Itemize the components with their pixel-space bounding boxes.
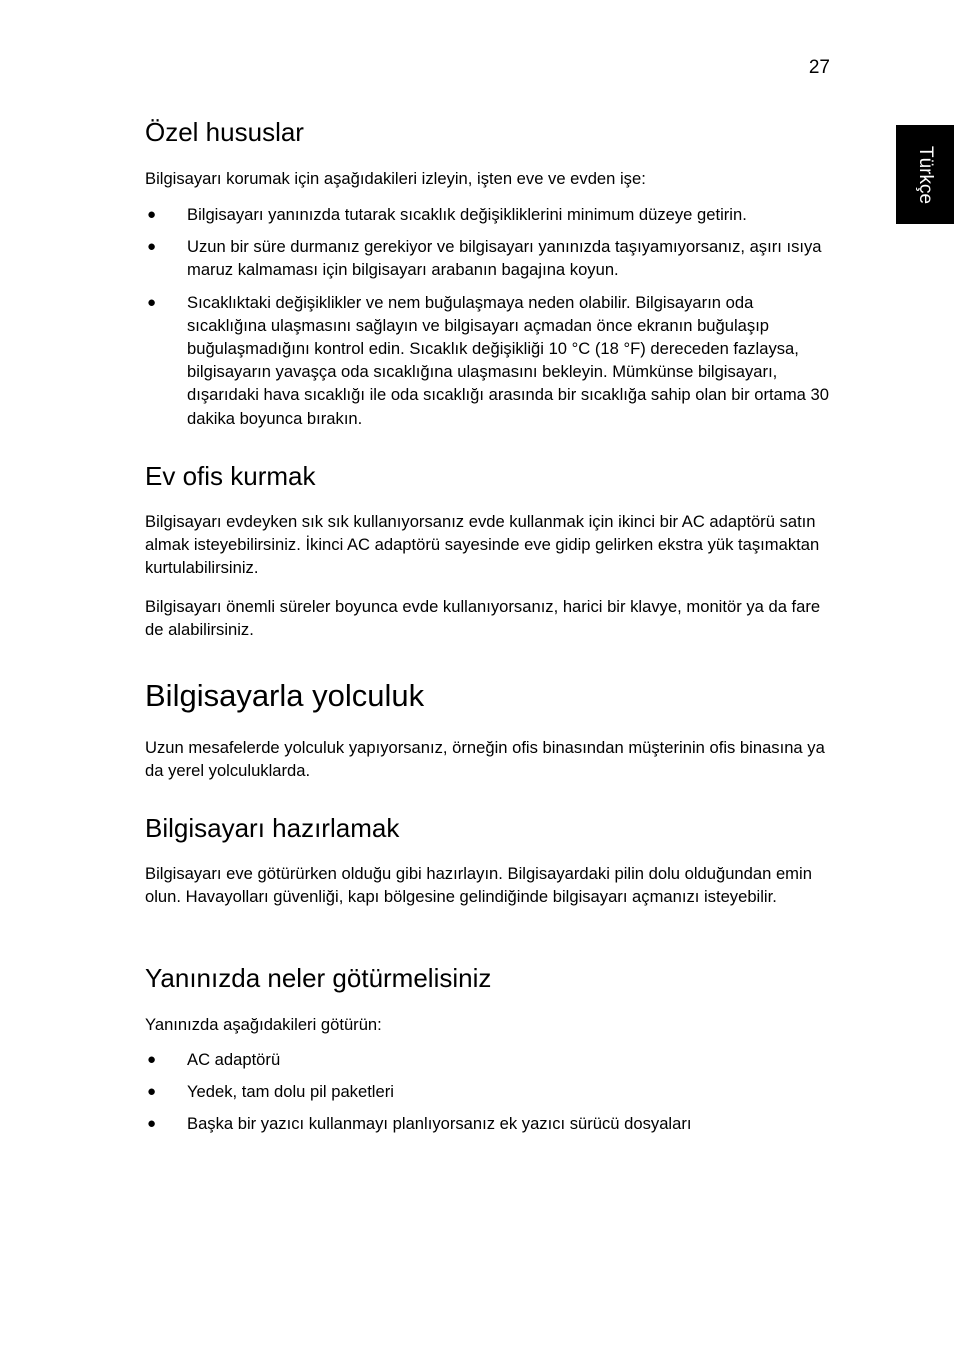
section-heading-bilgisayari-hazirlamak: Bilgisayarı hazırlamak [145,813,400,843]
bullet-list-yaninizda-neler [145,1048,835,1136]
language-tab [896,125,954,224]
list-item [145,1048,835,1071]
bullet-list-ozel-hususlar [145,203,835,430]
list-item [145,203,835,226]
list-item [145,235,835,281]
bullet-icon: ● [147,1051,157,1068]
section-intro-bilgisayarla-yolculuk: Uzun mesafelerde yolculuk yapıyorsanız, örneğin ofis binasından müşterinin ofis binasına ya da yerel yolculuklarda. [145,738,825,781]
section-paragraph: Bilgisayarı evdeyken sık sık kullanıyorsanız evde kullanmak için ikinci bir AC adaptörü satın almak isteyebilirsiniz. İkinci AC adaptörü sayesinde eve gidip gelirken ekstra yük taşımaktan kurtulabilirsiniz. [145,512,820,578]
list-item-text: Bilgisayarı yanınızda tutarak sıcaklık değişikliklerini minimum düzeye getirin. [187,205,747,224]
bullet-icon: ● [147,206,157,223]
list-item [145,1080,835,1103]
list-item-text: Başka bir yazıcı kullanmayı planlıyorsanız ek yazıcı sürücü dosyaları [187,1114,692,1134]
list-item [145,291,835,430]
list-item-text: Uzun bir süre durmanız gerekiyor ve bilgisayarı yanınızda taşıyamıyorsanız, aşırı ısıya maruz kalmaması için bilgisayarı arabanın bagajına koyun. [187,237,822,280]
section-intro-yaninizda-neler: Yanınızda aşağıdakileri götürün: [145,1015,382,1034]
chapter-heading-bilgisayarla-yolculuk: Bilgisayarla yolculuk [145,678,425,713]
page-number: 27 [808,57,830,78]
section-heading-ev-ofis-kurmak: Ev ofis kurmak [145,461,316,491]
bullet-icon: ● [147,1115,157,1133]
language-tab-label: Türkçe [915,145,936,204]
bullet-icon: ● [147,1083,157,1101]
list-item-text: AC adaptörü [187,1050,281,1069]
section-heading-yaninizda-neler: Yanınızda neler götürmelisiniz [145,963,492,993]
section-intro-ozel-hususlar: Bilgisayarı korumak için aşağıdakileri izleyin, işten eve ve evden işe: [145,169,646,188]
bullet-icon: ● [147,293,157,311]
section-paragraph: Bilgisayarı önemli süreler boyunca evde kullanıyorsanız, harici bir klavye, monitör ya da fare de alabilirsiniz. [145,597,821,640]
list-item [145,1112,835,1135]
section-paragraph: Bilgisayarı eve götürürken olduğu gibi hazırlayın. Bilgisayardaki pilin dolu olduğundan emin olun. Havayolları güvenliği, kapı bölgesine gelindiğinde bilgisayarı açmanızı isteyebilir. [145,864,812,907]
bullet-icon: ● [147,238,157,256]
list-item-text: Sıcaklıktaki değişiklikler ve nem buğulaşmaya neden olabilir. Bilgisayarın oda sıcaklığına ulaşmasını sağlayın ve bilgisayarı açmadan önce ekranın buğulaşıp buğulaşmadığını kontrol edin. Sıcaklık değişikliği 10 °C (18 °F) dereceden fazlaysa, bilgisayarın yavaşça oda sıcaklığına ulaşmasını bekleyin. Mümkünse bilgisayarı, dışarıdaki hava sıcaklığı ile oda sıcaklığı arasında bir sıcaklığa sahip olan bir ortama 30 dakika boyunca bırakın. [187,292,829,428]
list-item-text: Yedek, tam dolu pil paketleri [187,1082,394,1102]
section-heading-ozel-hususlar: Özel hususlar [145,117,304,147]
